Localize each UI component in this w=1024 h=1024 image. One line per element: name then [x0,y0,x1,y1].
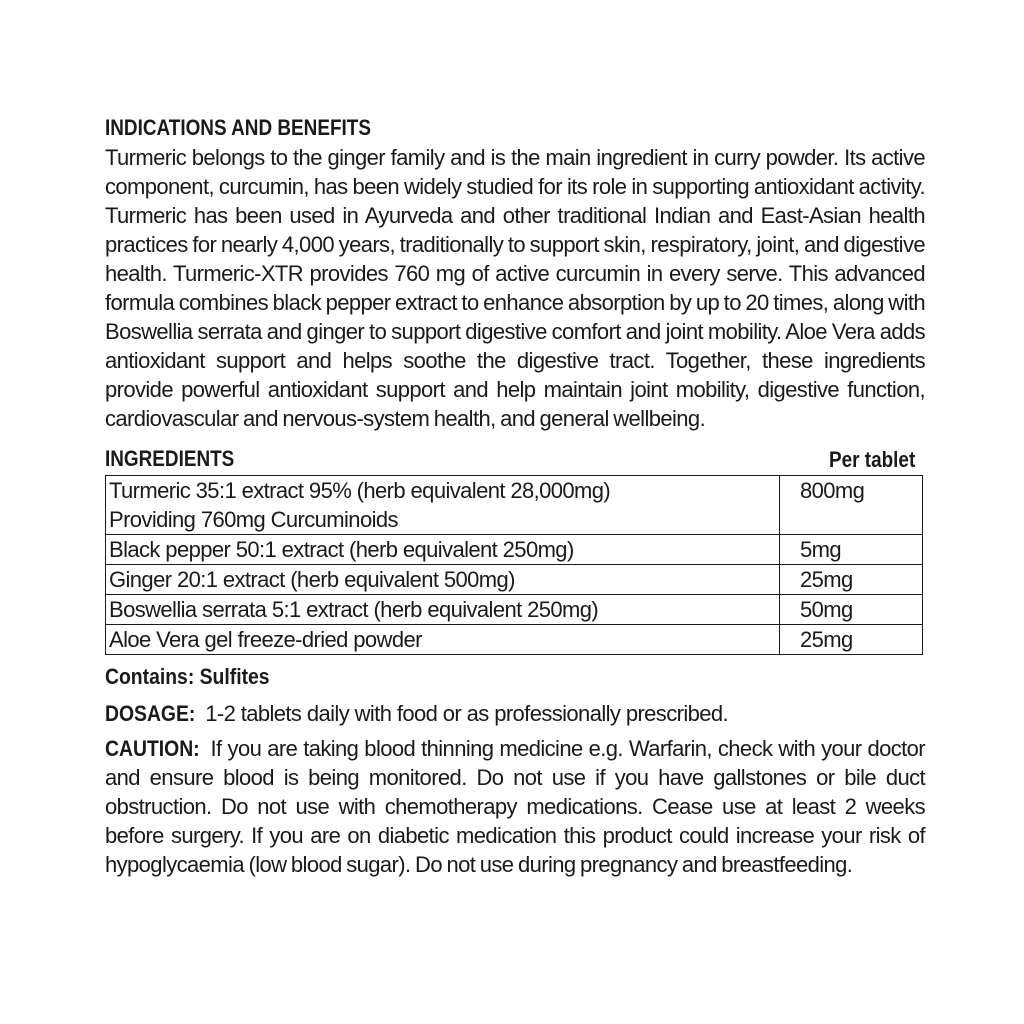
table-row [106,565,923,595]
ingredient-subline: Providing 760mg Curcuminoids [109,507,398,532]
caution-label: CAUTION: [105,736,200,761]
ingredient-amount: 25mg [780,625,923,655]
ingredient-name: Black pepper 50:1 extract (herb equivalent 250mg) [106,535,780,565]
indications-text: Turmeric belongs to the ginger family and is the main ingredient in curry powder. Its active component, curcumin, has been widely studied for its role in supporting antioxidant activity. Turmeric has been used in Ayurveda and other traditional Indian and East-Asian health practices for nearly 4,000 years, traditionally to support skin, respiratory, joint, and digestive health. Turmeric-XTR provides 760 mg of active curcumin in every serve. This advanced formula combines black pepper extract to enhance absorption by up to 20 times, along with Boswellia serrata and ginger to support digestive comfort and joint mobility. Aloe Vera adds antioxidant support and helps soothe the digestive tract. Together, these ingredients provide powerful antioxidant support and help maintain joint mobility, digestive function, cardiovascular and nervous-system health, and general wellbeing. [105,145,925,431]
table-row [106,595,923,625]
dosage-section [105,699,925,728]
ingredients-table [105,475,923,655]
supplement-label [105,114,925,879]
ingredient-amount: 25mg [780,565,923,595]
indications-heading: INDICATIONS AND BENEFITS [105,115,371,140]
ingredient-name: Ginger 20:1 extract (herb equivalent 500mg) [106,565,780,595]
ingredient-name: Aloe Vera gel freeze-dried powder [106,625,780,655]
dosage-text: 1-2 tablets daily with food or as professionally prescribed. [205,701,729,726]
table-row [106,535,923,565]
ingredient-name: Boswellia serrata 5:1 extract (herb equivalent 250mg) [106,595,780,625]
ingredient-amount: 50mg [780,595,923,625]
table-row [106,476,923,535]
ingredient-name [106,476,780,535]
dosage-label: DOSAGE: [105,701,196,726]
ingredients-heading: INGREDIENTS [105,446,235,471]
contains-allergens: Contains: Sulfites [105,664,270,689]
ingredient-amount: 800mg [780,476,923,535]
caution-section [105,734,925,879]
caution-text: If you are taking blood thinning medicine e.g. Warfarin, check with your doctor and ensure blood is being monitored. Do not use if you have gallstones or bile duct obstruction. Do not use with chemotherapy medications. Cease use at least 2 weeks before surgery. If you are on diabetic medication this product could increase your risk of hypoglycaemia (low blood sugar). Do not use during pregnancy and breastfeeding. [105,736,926,877]
ingredient-amount: 5mg [780,535,923,565]
table-row [106,625,923,655]
per-tablet-heading: Per tablet [828,447,915,472]
ingredient-name-line: Turmeric 35:1 extract 95% (herb equivalent 28,000mg) [109,478,611,503]
ingredients-header [105,447,925,473]
